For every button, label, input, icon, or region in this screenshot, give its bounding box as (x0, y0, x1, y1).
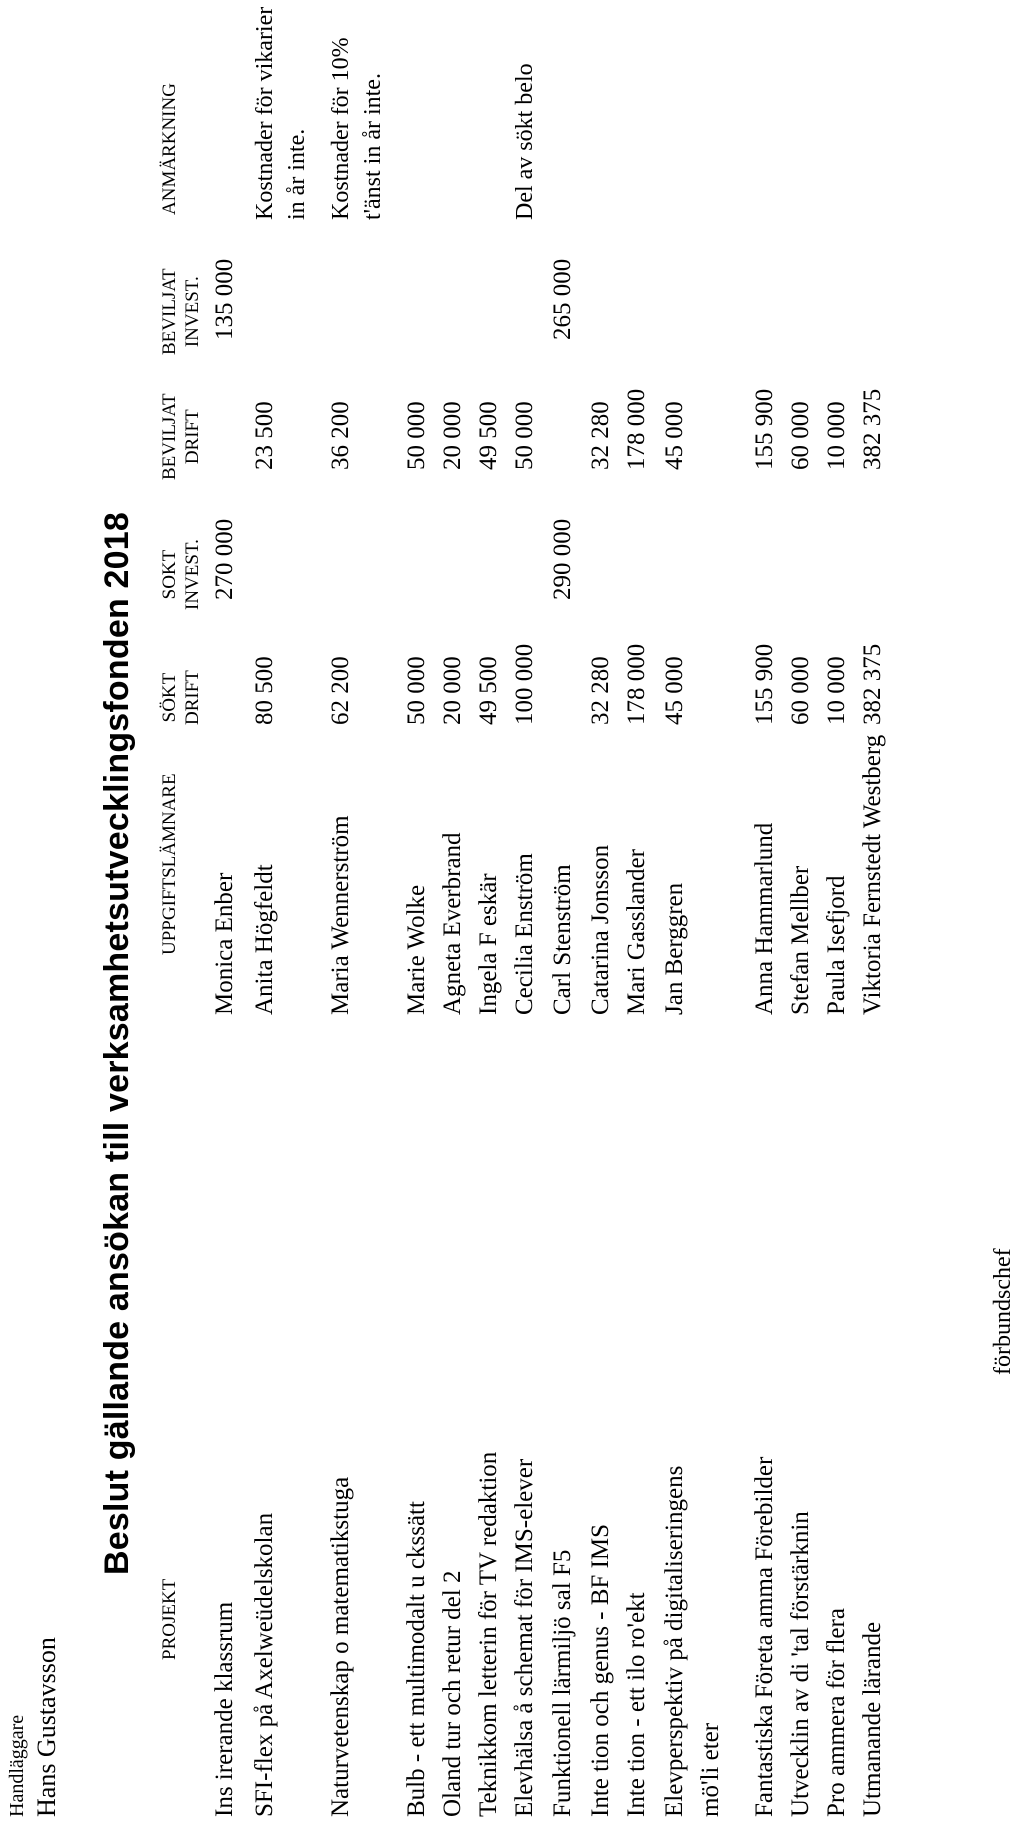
cell-granted-drift: 382 375 (859, 388, 886, 470)
column-header-remark: ANMÄRKNING (159, 83, 180, 215)
cell-submitter: Jan Berggren (661, 882, 688, 1015)
document-title: Beslut gällande ansökan till verksamhetsutvecklingsfonden 2018 (98, 512, 136, 1575)
cell-sought-drift: 80 500 (251, 656, 278, 725)
cell-granted-invest: 265 000 (549, 258, 576, 340)
column-header-granted-invest: BEVILJAT INVEST. (159, 268, 203, 355)
cell-sought-drift: 62 200 (327, 656, 354, 725)
cell-project: Teknikkom letterin för TV redaktion (475, 1451, 502, 1817)
cell-granted-drift: 45 000 (661, 401, 688, 470)
column-header-sought-invest: SOKT INVEST. (159, 539, 203, 610)
cell-project: Funktionell lärmiljö sal F5 (549, 1549, 576, 1817)
handler-name: Hans Gustavsson (32, 1637, 61, 1817)
cell-granted-drift: 50 000 (511, 401, 538, 470)
cell-project: Inte tion - ett ilo ro'ekt (623, 1592, 650, 1817)
cell-granted-drift: 155 900 (751, 388, 778, 470)
cell-granted-invest: 135 000 (211, 258, 238, 340)
cell-submitter: Stefan Mellber (787, 865, 814, 1015)
cell-project: mö'li eter (697, 1722, 724, 1817)
cell-remark: Del av sökt belo (512, 63, 538, 220)
cell-granted-drift: 49 500 (475, 401, 502, 470)
cell-submitter: Cecilia Enström (511, 853, 538, 1015)
column-header-project: PROJEKT (159, 1578, 180, 1660)
cell-project: Utvecklin av di 'tal förstärknin (787, 1511, 814, 1817)
cell-project: Ins irerande klassrum (211, 1601, 238, 1817)
cell-sought-drift: 10 000 (823, 656, 850, 725)
cell-sought-drift: 382 375 (859, 643, 886, 725)
cell-submitter: Maria Wennerström (327, 815, 354, 1015)
cell-submitter: Marie Wolke (403, 884, 430, 1015)
cell-submitter: Monica Enber (211, 872, 238, 1015)
cell-sought-drift: 178 000 (623, 643, 650, 725)
cell-sought-drift: 100 000 (511, 643, 538, 725)
cell-submitter: Mari Gasslander (623, 849, 650, 1015)
cell-submitter: Paula Isefjord (823, 875, 850, 1015)
cell-granted-drift: 23 500 (251, 401, 278, 470)
cell-submitter: Anna Hammarlund (751, 822, 778, 1015)
cell-submitter: Agneta Everbrand (439, 832, 466, 1015)
cell-sought-drift: 50 000 (403, 656, 430, 725)
cell-sought-drift: 20 000 (439, 656, 466, 725)
cell-project: Bulb - ett multimodalt u ckssätt (403, 1501, 430, 1817)
signature-title: förbundschef (990, 1248, 1016, 1375)
cell-granted-drift: 20 000 (439, 401, 466, 470)
cell-granted-drift: 36 200 (327, 401, 354, 470)
cell-project: Naturvetenskap o matematikstuga (327, 1476, 354, 1817)
cell-granted-drift: 10 000 (823, 401, 850, 470)
cell-submitter: Catarina Jonsson (587, 844, 614, 1015)
cell-sought-drift: 49 500 (475, 656, 502, 725)
cell-submitter: Anita Högfeldt (251, 864, 278, 1015)
cell-project: Inte tion och genus - BF IMS (587, 1523, 614, 1817)
cell-sought-drift: 32 280 (587, 656, 614, 725)
cell-sought-drift: 45 000 (661, 656, 688, 725)
cell-remark: Kostnader för 10% (328, 37, 354, 220)
column-header-granted-drift: BEVILJAT DRIFT (159, 393, 203, 480)
cell-project: Pro ammera för flera (823, 1608, 850, 1817)
cell-remark: Kostnader för vikarier (252, 6, 278, 220)
column-header-sought-drift: SÖKT DRIFT (159, 670, 203, 725)
cell-project: SFI-flex på Axelweüdelskolan (251, 1512, 278, 1817)
cell-sought-invest: 290 000 (549, 518, 576, 600)
cell-project: Elevhälsa å schemat för IMS-elever (511, 1458, 538, 1817)
cell-granted-drift: 32 280 (587, 401, 614, 470)
handler-label: Handläggare (6, 1714, 28, 1817)
cell-remark-continued: t'änst in år inte. (360, 73, 386, 220)
cell-granted-drift: 178 000 (623, 388, 650, 470)
cell-project: Utmanande lärande (859, 1621, 886, 1817)
cell-sought-drift: 60 000 (787, 656, 814, 725)
cell-submitter: Carl Stenström (549, 864, 576, 1015)
cell-project: Oland tur och retur del 2 (439, 1570, 466, 1817)
cell-sought-drift: 155 900 (751, 643, 778, 725)
cell-submitter: Viktoria Fernstedt Westberg (859, 734, 886, 1015)
cell-project: Fantastiska Företa amma Förebilder (751, 1456, 778, 1817)
column-header-submitter: UPPGIFTSLÄMNARE (159, 773, 180, 955)
cell-remark-continued: in år inte. (284, 128, 310, 220)
cell-project: Elevperspektiv på digitaliseringens (661, 1465, 688, 1817)
cell-granted-drift: 50 000 (403, 401, 430, 470)
cell-sought-invest: 270 000 (211, 518, 238, 600)
cell-granted-drift: 60 000 (787, 401, 814, 470)
cell-submitter: Ingela F eskär (475, 873, 502, 1015)
